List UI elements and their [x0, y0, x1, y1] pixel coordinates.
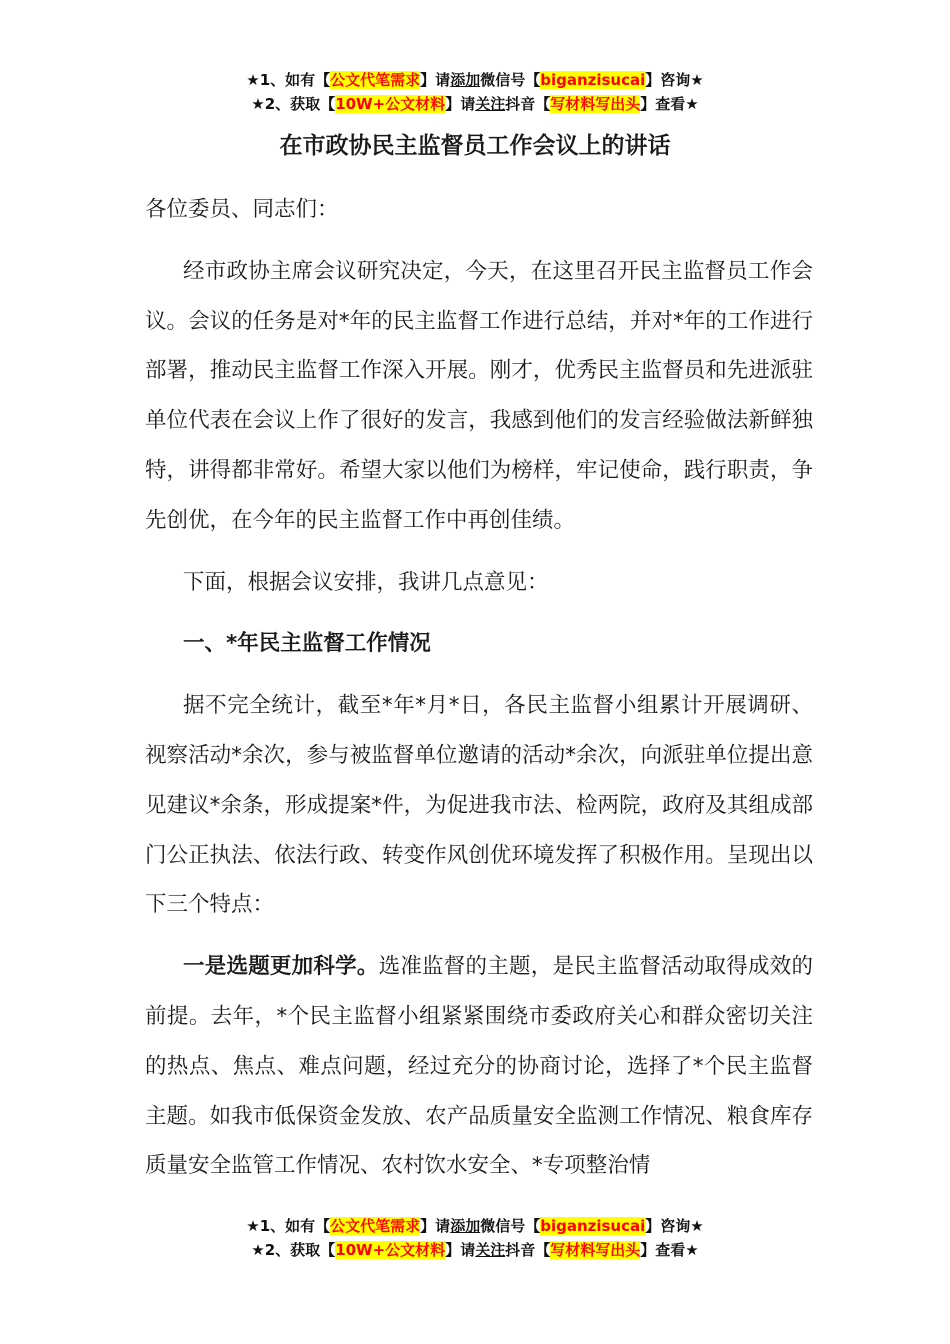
salutation: 各位委员、同志们： [145, 197, 339, 222]
emphasis-follow: 关注 [475, 1241, 506, 1259]
banner-line-2: ★2、获取【10W+公文材料】请关注抖音【写材料写出头】查看★ [251, 1241, 699, 1259]
highlight-service: 公文代笔需求 [330, 1217, 421, 1235]
feature-1-lead: 一是选题更加科学。 [183, 954, 379, 980]
top-banner [0, 68, 950, 116]
banner-line-1: ★1、如有【公文代笔需求】请添加微信号【biganzisucai】咨询★ [246, 71, 704, 89]
highlight-douyin: 写材料写出头 [550, 1241, 641, 1259]
paragraph-feature-1 [145, 942, 813, 1191]
document-title: 在市政协民主监督员工作会议上的讲话 [279, 133, 671, 159]
emphasis-follow: 关注 [475, 95, 506, 113]
document-body [145, 185, 813, 1203]
highlight-wechat-id: biganzisucai [540, 1217, 646, 1235]
highlight-douyin: 写材料写出头 [550, 95, 641, 113]
highlight-service: 公文代笔需求 [330, 71, 421, 89]
section-heading-1: 一、*年民主监督工作情况 [183, 631, 431, 657]
emphasis-add: 添加 [450, 71, 481, 89]
paragraph-transition: 下面，根据会议安排，我讲几点意见： [183, 569, 549, 595]
banner-line-2: ★2、获取【10W+公文材料】请关注抖音【写材料写出头】查看★ [251, 95, 699, 113]
paragraph-statistics: 据不完全统计，截至*年*月*日，各民主监督小组累计开展调研、视察活动*余次，参与被监督单位邀请的活动*余次，向派驻单位提出意见建议*余条，形成提案*件，为促进我市法、检两院，政府及其组成部门公正执法、依法行政、转变作风创优环境发挥了积极作用。呈现出以下三个特点： [145, 693, 813, 918]
highlight-materials: 10W+公文材料 [335, 95, 446, 113]
bottom-banner [0, 1214, 950, 1262]
feature-1-text: 选准监督的主题，是民主监督活动取得成效的前提。去年，*个民主监督小组紧紧围绕市委政府关心和群众密切关注的热点、焦点、难点问题，经过充分的协商讨论，选择了*个民主监督主题。如我市低保资金发放、农产品质量安全监测工作情况、粮食库存质量安全监管工作情况、农村饮水安全、*专项整治情 [145, 954, 813, 1179]
banner-line-1: ★1、如有【公文代笔需求】请添加微信号【biganzisucai】咨询★ [246, 1217, 704, 1235]
highlight-wechat-id: biganzisucai [540, 71, 646, 89]
highlight-materials: 10W+公文材料 [335, 1241, 446, 1259]
paragraph-intro: 经市政协主席会议研究决定，今天，在这里召开民主监督员工作会议。会议的任务是对*年的民主监督工作进行总结，并对*年的工作进行部署，推动民主监督工作深入开展。刚才，优秀民主监督员和先进派驻单位代表在会议上作了很好的发言，我感到他们的发言经验做法新鲜独特，讲得都非常好。希望大家以他们为榜样，牢记使命，践行职责，争先创优，在今年的民主监督工作中再创佳绩。 [145, 258, 813, 533]
emphasis-add: 添加 [450, 1217, 481, 1235]
